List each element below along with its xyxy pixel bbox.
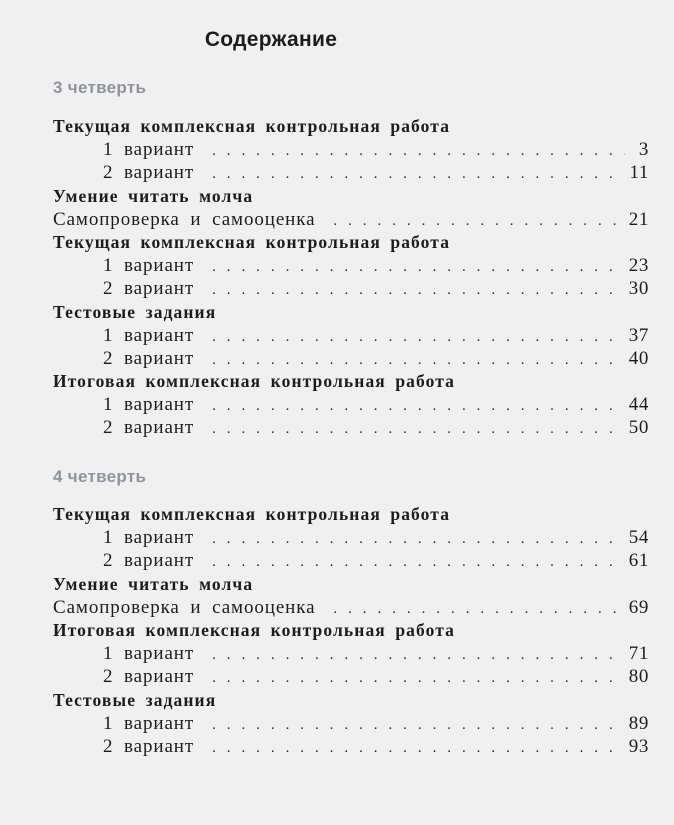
dot-leader xyxy=(212,163,623,186)
dot-leader xyxy=(212,551,623,574)
toc-page-number: 71 xyxy=(628,643,649,665)
toc-entry-label: 2 вариант xyxy=(103,347,195,369)
dot-leader xyxy=(212,395,623,418)
toc-entry-label: 1 вариант xyxy=(103,527,195,549)
toc-heading: Тестовые задания xyxy=(53,301,217,322)
toc-entry xyxy=(53,161,649,184)
toc-page-number: 3 xyxy=(638,139,649,161)
toc-entry xyxy=(53,642,649,665)
toc-heading: Умение читать молча xyxy=(53,185,254,206)
toc-entry-label: 2 вариант xyxy=(103,666,195,688)
toc-heading: Текущая комплексная контрольная работа xyxy=(53,231,451,252)
dot-leader xyxy=(212,326,623,349)
toc-page-number: 69 xyxy=(628,596,649,618)
quarter-heading-4: 4 четверть xyxy=(53,467,147,486)
toc-entry xyxy=(53,254,649,277)
toc-page-number: 61 xyxy=(628,550,649,572)
dot-leader xyxy=(212,349,623,372)
toc-entry-label: 1 вариант xyxy=(103,712,195,734)
toc-entry xyxy=(53,416,649,439)
toc-section-3 xyxy=(53,115,649,440)
toc-entry xyxy=(53,549,649,572)
toc-entry xyxy=(53,393,649,416)
toc-entry-label: 1 вариант xyxy=(103,139,195,161)
toc-entry xyxy=(53,712,649,735)
toc-entry-label: 2 вариант xyxy=(103,162,195,184)
toc-entry xyxy=(53,208,649,231)
toc-entry-label: 1 вариант xyxy=(103,394,195,416)
toc-heading: Итоговая комплексная контрольная работа xyxy=(53,619,456,640)
toc-entry-label: Самопроверка и самооценка xyxy=(53,208,316,230)
toc-entry xyxy=(53,277,649,300)
dot-leader xyxy=(212,737,623,760)
toc-heading: Тестовые задания xyxy=(53,689,217,710)
toc-heading: Итоговая комплексная контрольная работа xyxy=(53,371,456,392)
toc-entry-label: 2 вариант xyxy=(103,417,195,439)
toc-page-number: 23 xyxy=(628,255,649,277)
toc-entry-label: 2 вариант xyxy=(103,735,195,757)
toc-entry-label: Самопроверка и самооценка xyxy=(53,596,316,618)
page-title: Содержание xyxy=(204,28,338,51)
toc-entry xyxy=(53,665,649,688)
dot-leader xyxy=(212,714,623,737)
toc-heading: Текущая комплексная контрольная работа xyxy=(53,116,451,136)
toc-page-number: 11 xyxy=(629,162,649,184)
toc-page-number: 30 xyxy=(628,278,649,300)
toc-page-number: 93 xyxy=(628,735,649,757)
dot-leader xyxy=(212,644,623,667)
toc-page-number: 44 xyxy=(628,394,649,416)
dot-leader xyxy=(333,598,622,621)
toc-page-number: 50 xyxy=(628,417,649,439)
toc-page-number: 89 xyxy=(628,712,649,734)
dot-leader xyxy=(212,279,623,302)
dot-leader xyxy=(333,210,622,233)
toc-entry-label: 2 вариант xyxy=(103,550,195,572)
toc-page-number: 40 xyxy=(628,347,649,369)
dot-leader xyxy=(212,418,623,441)
toc-entry xyxy=(53,735,649,758)
toc-entry xyxy=(53,324,649,347)
toc-entry xyxy=(53,138,649,161)
toc-page-number: 80 xyxy=(628,666,649,688)
toc-entry-label: 1 вариант xyxy=(103,324,195,346)
toc-page-number: 37 xyxy=(628,324,649,346)
quarter-heading-3: 3 четверть xyxy=(53,78,147,97)
dot-leader xyxy=(212,256,623,279)
toc-page-number: 54 xyxy=(628,527,649,549)
toc-entry-label: 1 вариант xyxy=(103,643,195,665)
toc-entry-label: 1 вариант xyxy=(103,255,195,277)
dot-leader xyxy=(212,528,623,551)
toc-entry xyxy=(53,526,649,549)
toc-section-4 xyxy=(53,503,649,758)
dot-leader xyxy=(212,667,623,690)
toc-entry-label: 2 вариант xyxy=(103,278,195,300)
dot-leader xyxy=(212,140,625,163)
toc-entry xyxy=(53,347,649,370)
toc-entry xyxy=(53,596,649,619)
toc-page-number: 21 xyxy=(628,208,649,230)
toc-heading: Текущая комплексная контрольная работа xyxy=(53,504,451,524)
toc-heading: Умение читать молча xyxy=(53,573,254,594)
